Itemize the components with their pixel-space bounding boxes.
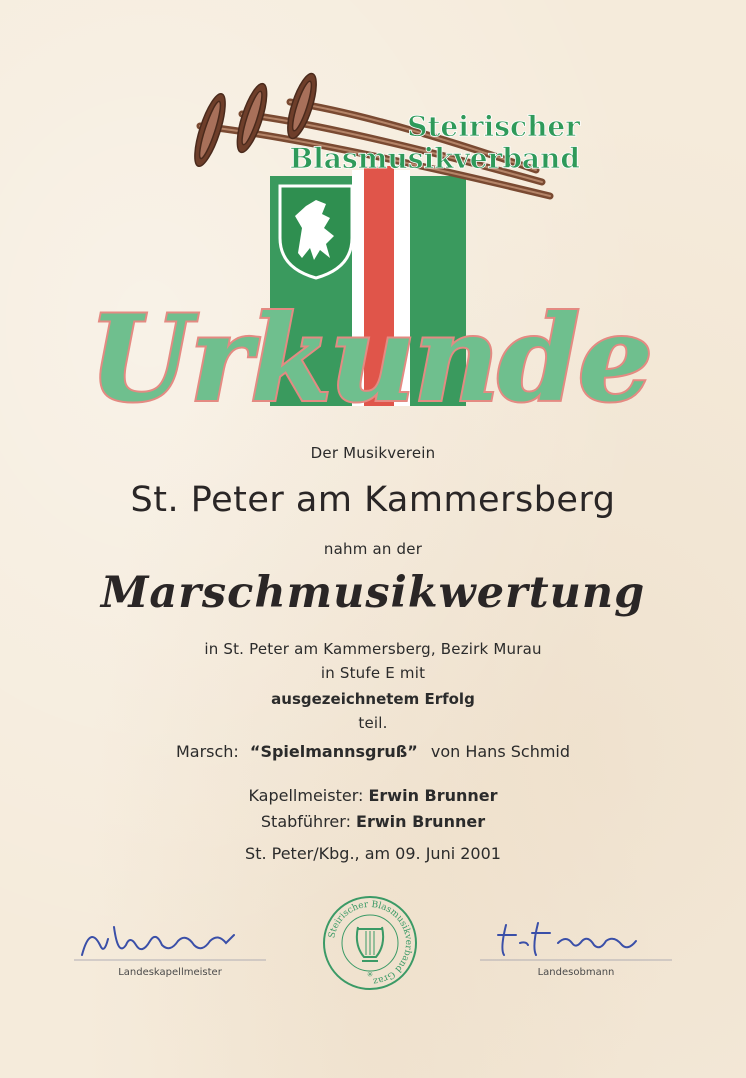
left-signature-label: Landeskapellmeister: [118, 967, 222, 978]
march-label: Marsch:: [175, 742, 239, 761]
coat-of-arms-icon: [280, 186, 352, 278]
conductor-name: Erwin Brunner: [368, 786, 498, 805]
right-signature-label: Landesobmann: [537, 967, 615, 978]
left-signature-block: [70, 905, 270, 985]
right-signature-block: [476, 905, 676, 985]
place-date: St. Peter/Kbg., am 09. Juni 2001: [245, 844, 501, 863]
association-name-line1: Steirischer: [407, 110, 580, 143]
seal-text: Steirischer Blasmusikverband Graz: [327, 899, 414, 986]
conductor-label: Kapellmeister:: [248, 786, 364, 805]
conductor-line: [0, 786, 746, 805]
drum-major-name: Erwin Brunner: [356, 812, 486, 831]
march-title: “Spielmannsgruß”: [249, 742, 418, 761]
club-name: St. Peter am Kammersberg: [130, 480, 616, 520]
drum-major-label: Stabführer:: [260, 812, 351, 831]
right-signature: [476, 905, 676, 965]
left-signature: [70, 905, 270, 965]
part-text: teil.: [358, 714, 388, 732]
certificate-title: Urkunde: [89, 289, 651, 428]
drum-major-line: [0, 812, 746, 831]
lyre-icon: [357, 927, 383, 961]
seal-star-icon: ✳: [366, 970, 374, 979]
march-line: [0, 742, 746, 761]
level-text: in Stufe E mit: [320, 664, 426, 682]
event-name: Marschmusikwertung: [100, 568, 646, 618]
result-text: ausgezeichnetem Erfolg: [271, 690, 475, 708]
march-composer: von Hans Schmid: [430, 742, 571, 761]
header-emblem: [89, 78, 651, 428]
association-name-line2: Blasmusikverband: [289, 142, 580, 175]
intro-text: Der Musikverein: [310, 444, 436, 462]
took-part-text: nahm an der: [323, 540, 423, 558]
association-seal: [320, 893, 420, 993]
location-text: in St. Peter am Kammersberg, Bezirk Murau: [204, 640, 542, 658]
